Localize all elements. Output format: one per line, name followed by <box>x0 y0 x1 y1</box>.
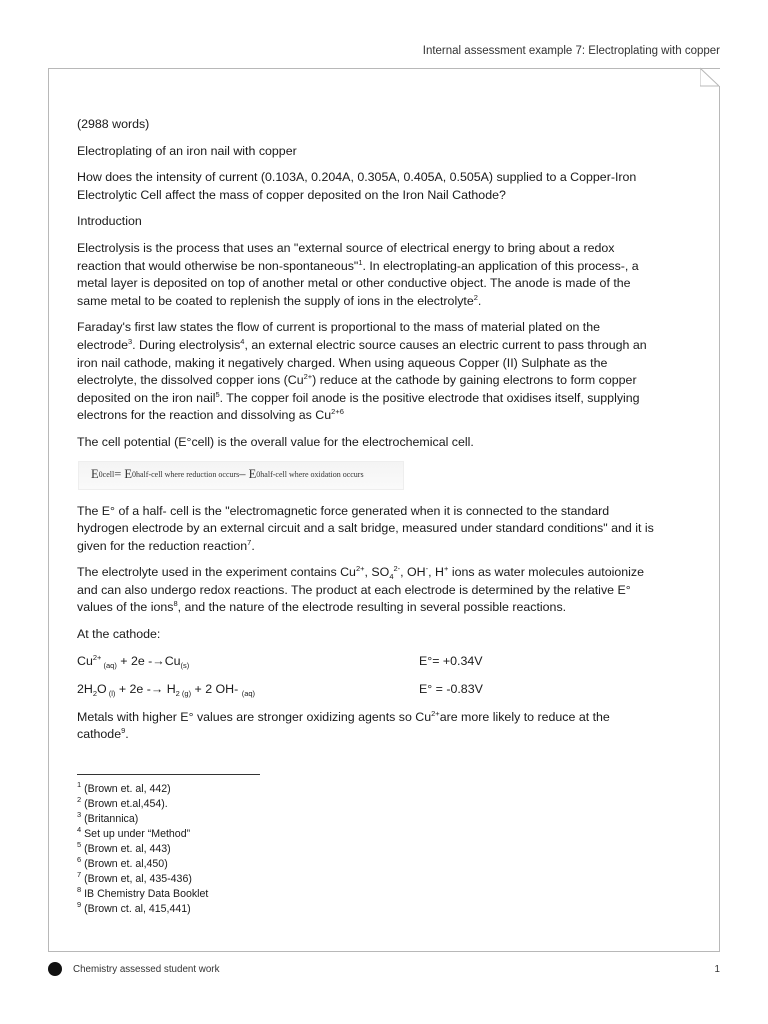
footnote-item: $^1$ (Brown et. al, 442) <box>77 779 171 795</box>
equation-copper-reduction: $Cu^{2+}$ $_{(aq)}$ + 2e $-\to Cu_{(s)}$ E°= +0.34V <box>77 652 483 670</box>
equation-potential: E°= +0.34V <box>419 653 483 668</box>
footnote-item: $^3$ (Britannica) <box>77 809 139 825</box>
document-title: Electroplating of an iron nail with copper <box>77 143 297 158</box>
footnote-ref: 9 <box>121 726 126 736</box>
research-question: How does the intensity of current (0.103A, 0.204A, 0.305A, 0.405A, 0.505A) supplied to a Copper-Iron Electrolytic Cell affect the mass of copper deposited on the Iron Nail Cathode? <box>77 170 637 202</box>
introduction-heading: Introduction <box>77 214 142 229</box>
folded-corner-icon <box>700 67 721 87</box>
footnote-separator <box>77 774 260 775</box>
paragraph-electrolyte: The electrolyte used in the experiment contains $Cu^{2+}$, $SO_4^{2-}$, OH-, H+ ions as water molecules autoionize and can also undergo redox reactions. The product at each electrode is determined by the relative E° values of the ions$^8$, and the nature of the electrode resulting in several possible reactions. <box>77 564 644 615</box>
page-footer <box>48 962 720 980</box>
page-number: 1 <box>714 964 720 975</box>
equation-potential: E° = -0.83V <box>419 681 483 696</box>
footer-text: Chemistry assessed student work <box>73 964 220 975</box>
paragraph-electrolysis: Electrolysis is the process that uses an "external source of electrical energy to bring about a redox reaction that would otherwise be non-spontaneous"$^1$. In electroplating-an application of this process-, a metal layer is deposited on top of another metal or other conductive object. The anode is made of the same metal to be coated to replenish the supply of ions in the electrolyte$^2$. <box>77 240 639 308</box>
word-count: (2988 words) <box>77 117 150 131</box>
footnote-item: $^8$ IB Chemistry Data Booklet <box>77 884 209 900</box>
footnote-item: $^6$ (Brown et. al,450) <box>77 854 168 870</box>
footnote-ref: 4 <box>240 336 245 346</box>
footnote-item: $^2$ (Brown et.al,454). <box>77 794 168 810</box>
footnote-ref: 1 <box>358 257 363 267</box>
footnote-ref: 7 <box>247 537 252 547</box>
paragraph-faraday: Faraday's first law states the flow of current is proportional to the mass of material plated on the electrode$^3$. During electrolysis$^4$, an external electric source causes an electric current to pass through an iron nail cathode, making it negatively charged. When using aqueous Copper (II) Sulphate as the electrolyte, the dissolved copper ions $(Cu^{2+})$ reduce at the cathode by gaining electrons to form copper deposited on the iron nail$^5$. The copper foil anode is the positive electrode that oxidises itself, supplying electrons for the reaction and dissolving as $Cu^{2+6}$ <box>77 320 647 423</box>
footnote-ref: 5 <box>215 389 220 399</box>
footnote-ref: 8 <box>173 599 178 609</box>
footnotes <box>77 779 657 917</box>
footnote-item: $^9$ (Brown ct. al, 415,441) <box>77 899 191 915</box>
ib-logo-icon <box>48 962 62 976</box>
footnote-item: $^5$ (Brown et. al, 443) <box>77 839 171 855</box>
cell-potential-formula-image: E 0cell = E 0half-cell where reduction occurs – E 0half-cell where oxidation occurs <box>78 461 404 490</box>
paragraph-cell-potential: The cell potential (E°cell) is the overall value for the electrochemical cell. <box>77 434 474 449</box>
equation-water-reduction: $2H_2O$ $_{(l)} + 2e -\to H_{2 (g)} + 2$ OH- $_{(aq)}$ E° = -0.83V <box>77 681 483 698</box>
footnote-ref: 2 <box>473 292 478 302</box>
footnote-item: $^4$ Set up under “Method” <box>77 824 191 840</box>
footnote-item: $^7$ (Brown et, al, 435-436) <box>77 869 192 885</box>
running-header: Internal assessment example 7: Electroplating with copper <box>422 45 720 57</box>
cathode-heading: At the cathode: <box>77 627 161 642</box>
paragraph-half-cell: The E° of a half- cell is the "electromagnetic force generated when it is connected to the standard hydrogen electrode by an external circuit and a salt bridge, measured under standard conditions" and it is given for the reduction reaction$^7$. <box>77 503 654 553</box>
footnote-ref: 3 <box>127 336 133 346</box>
page-frame-right-edge <box>719 86 720 952</box>
document-body <box>77 116 657 917</box>
paragraph-oxidizing-agents: Metals with higher E° values are stronger oxidizing agents so $Cu^{2+}are$ more likely to reduce at the cathode$^9$. <box>77 708 610 742</box>
